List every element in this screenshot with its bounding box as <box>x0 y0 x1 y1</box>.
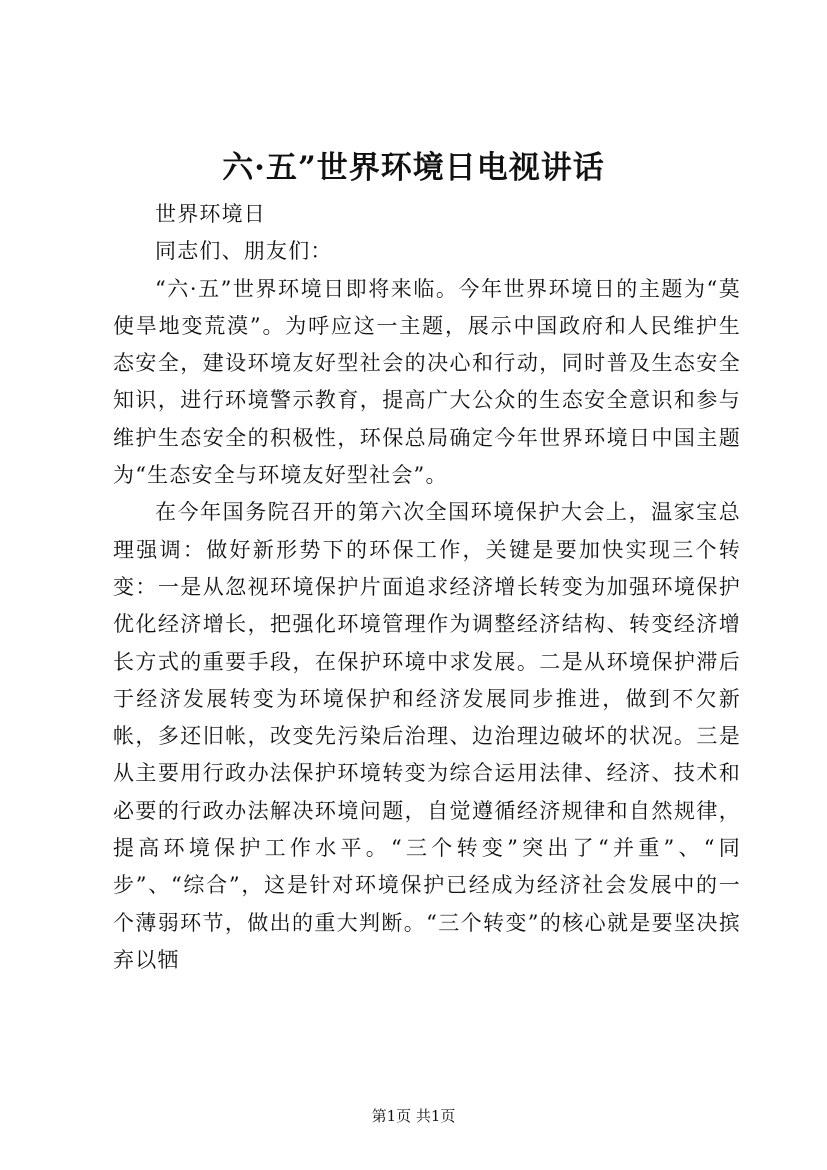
paragraph-1: “六·五”世界环境日即将来临。今年世界环境日的主题为“莫使旱地变荒漠”。为呼应这一主题，展示中国政府和人民维护生态安全，建设环境友好型社会的决心和行动，同时普及生态安全知识，进行环境警示教育，提高广大公众的生态安全意识和参与维护生态安全的积极性，环保总局确定今年世界环境日中国主题为“生态安全与环境友好型社会”。 <box>113 276 741 488</box>
subtitle-line: 世界环境日 <box>155 202 266 226</box>
salutation-line: 同志们、朋友们： <box>155 239 333 264</box>
document-body <box>113 196 741 979</box>
document-title: 六·五”世界环境日电视讲话 <box>222 150 605 186</box>
paragraph-2: 在今年国务院召开的第六次全国环境保护大会上，温家宝总理强调：做好新形势下的环保工作，关键是要加快实现三个转变：一是从忽视环境保护片面追求经济增长转变为加强环境保护优化经济增长，把强化环境管理作为调整经济结构、转变经济增长方式的重要手段，在保护环境中求发展。二是从环境保护滞后于经济发展转变为环境保护和经济发展同步推进，做到不欠新帐，多还旧帐，改变先污染后治理、边治理边破坏的状况。三是从主要用行政办法保护环境转变为综合运用法律、经济、技术和必要的行政办法解决环境问题，自觉遵循经济规律和自然规律，提高环境保护工作水平。“三个转变”突出了“并重”、“同步”、“综合”，这是针对环境保护已经成为经济社会发展中的一个薄弱环节，做出的重大判断。“三个转变”的核心就是要坚决摈弃以牺 <box>113 500 741 972</box>
page-footer: 第1页 共1页 <box>371 1107 456 1125</box>
